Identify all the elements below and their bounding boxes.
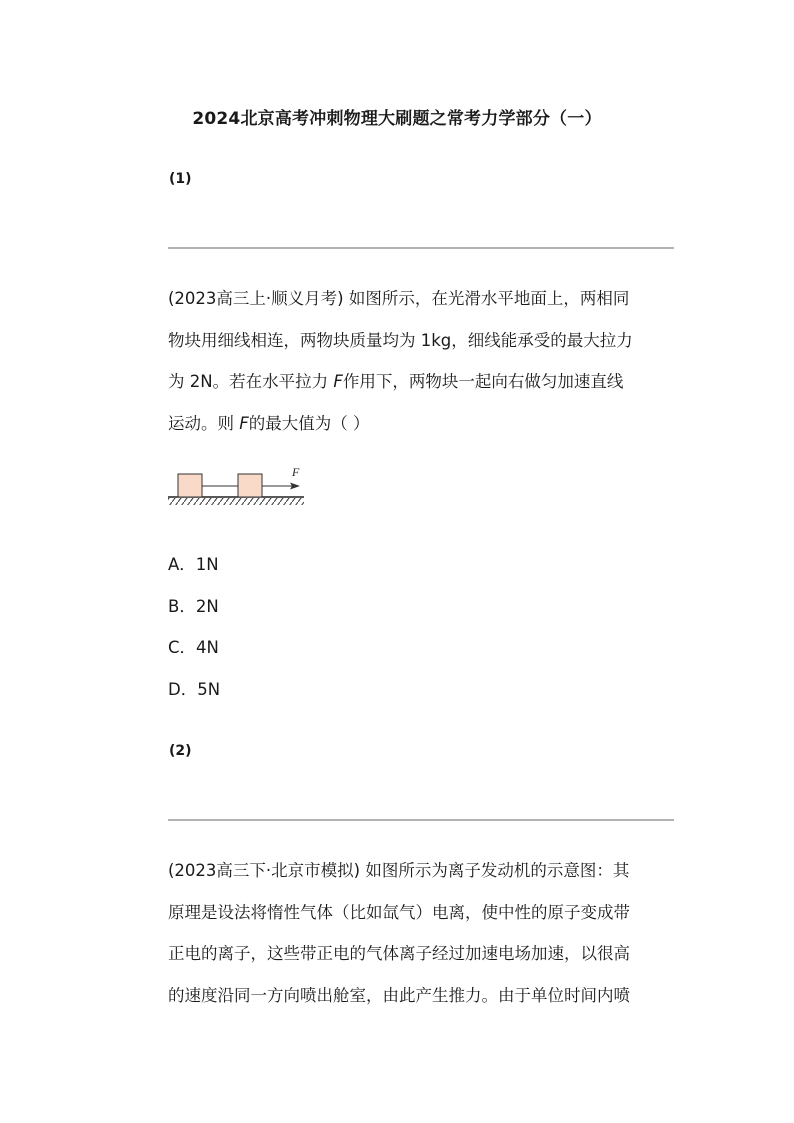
option-c[interactable]: C．4N (168, 638, 219, 657)
question-2-line-3: 正电的离子，这些带正电的气体离子经过加速电场加速，以很高 (168, 944, 630, 963)
block-right (238, 474, 262, 497)
question-1-line-4: 运动。则 F的最大值为（ ） (168, 413, 370, 433)
question-1-line-2: 物块用细线相连，两物块质量均为 1kg，细线能承受的最大拉力 (168, 330, 633, 350)
force-symbol: F (239, 413, 249, 433)
block-left (178, 474, 202, 497)
question-1-text (168, 278, 680, 444)
force-symbol: F (333, 372, 343, 391)
question-2-line-2: 原理是设法将惰性气体（比如氙气）电离，使中性的原子变成带 (168, 902, 630, 922)
option-b[interactable]: B．2N (168, 596, 219, 616)
ground-hatching (168, 498, 304, 505)
question-1-number: (1) (169, 171, 192, 187)
option-d[interactable]: D．5N (168, 679, 221, 699)
two-blocks-diagram (166, 462, 308, 508)
question-1-options (168, 551, 220, 717)
question-1-line-3: 为 2N。若在水平拉力 F作用下，两物块一起向右做匀加速直线 (168, 372, 624, 391)
force-label: F (292, 465, 300, 479)
question-2-source: (2023高三下·北京市模拟) (168, 861, 361, 880)
question-2-number: (2) (169, 743, 192, 759)
divider-2 (168, 819, 674, 821)
question-1-line-1: (2023高三上·顺义月考) 如图所示，在光滑水平地面上，两相同 (168, 289, 630, 308)
option-a[interactable]: A．1N (168, 555, 219, 574)
question-2-text (168, 850, 680, 1016)
question-2-line-4: 的速度沿同一方向喷出舱室，由此产生推力。由于单位时间内喷 (168, 985, 630, 1005)
divider-1 (168, 247, 674, 249)
question-1-source: (2023高三上·顺义月考) (168, 289, 344, 308)
document-title: 2024北京高考冲刺物理大刷题之常考力学部分（一） (192, 109, 602, 129)
question-2-line-1: (2023高三下·北京市模拟) 如图所示为离子发动机的示意图：其 (168, 861, 630, 880)
